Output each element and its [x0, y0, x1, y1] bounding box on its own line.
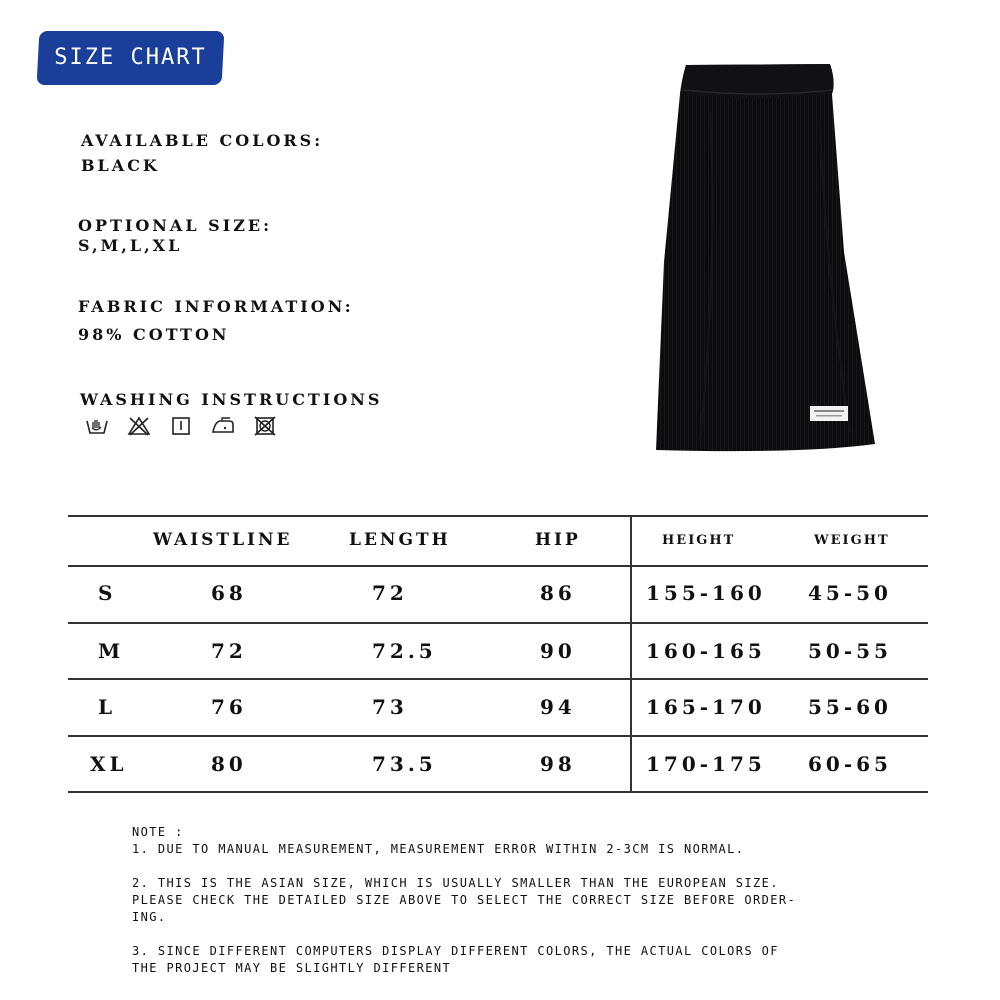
header-hip: HIP: [535, 530, 581, 550]
header-waistline: WAISTLINE: [153, 530, 293, 550]
weight-l: 55-60: [808, 695, 892, 719]
available-colors-value: BLACK: [81, 156, 160, 175]
height-m: 160-165: [646, 639, 766, 663]
length-s: 72: [372, 581, 408, 605]
size-s: S: [98, 581, 117, 605]
table-divider: [68, 791, 928, 793]
waist-s: 68: [211, 581, 247, 605]
size-chart-badge: [37, 31, 225, 85]
table-divider: [68, 622, 928, 624]
fabric-label: FABRIC INFORMATION:: [78, 297, 354, 316]
notes-section: [132, 824, 796, 977]
height-l: 165-170: [646, 695, 766, 719]
note-3-line-2: THE PROJECT MAY BE SLIGHTLY DIFFERENT: [132, 961, 452, 975]
washing-instructions-label: WASHING INSTRUCTIONS: [80, 390, 383, 409]
header-height: HEIGHT: [662, 533, 736, 548]
fabric-value: 98% COTTON: [78, 325, 230, 344]
header-weight: WEIGHT: [814, 533, 890, 548]
height-s: 155-160: [646, 581, 766, 605]
size-chart-title: SIZE CHART: [54, 45, 207, 70]
washing-icons: [84, 415, 278, 437]
hip-m: 90: [540, 639, 576, 663]
waist-xl: 80: [211, 752, 247, 776]
hip-xl: 98: [540, 752, 576, 776]
line-dry-icon: [168, 415, 194, 437]
note-2-line-1: 2. THIS IS THE ASIAN SIZE, WHICH IS USUALLY SMALLER THAN THE EUROPEAN SIZE.: [132, 876, 779, 890]
hand-wash-icon: [84, 415, 110, 437]
available-colors: [78, 133, 323, 174]
weight-xl: 60-65: [808, 752, 892, 776]
available-colors-label: AVAILABLE COLORS:: [81, 131, 324, 150]
do-not-tumble-dry-icon: [252, 415, 278, 437]
optional-size: [78, 218, 272, 254]
table-column-divider: [630, 515, 632, 792]
size-xl: XL: [90, 752, 128, 776]
table-divider: [68, 735, 928, 737]
notes-title: NOTE :: [132, 825, 184, 839]
header-length: LENGTH: [349, 530, 451, 550]
note-2-line-3: ING.: [132, 910, 167, 924]
size-m: M: [98, 639, 125, 663]
size-table: [68, 515, 928, 792]
optional-size-value: S,M,L,XL: [78, 236, 183, 255]
waist-l: 76: [211, 695, 247, 719]
hip-s: 86: [540, 581, 576, 605]
weight-m: 50-55: [808, 639, 892, 663]
length-xl: 73.5: [372, 752, 437, 776]
table-divider: [68, 515, 928, 517]
waist-m: 72: [211, 639, 247, 663]
table-divider: [68, 678, 928, 680]
size-l: L: [98, 695, 117, 719]
fabric-information: [78, 299, 354, 343]
optional-size-label: OPTIONAL SIZE:: [78, 216, 272, 235]
do-not-bleach-icon: [126, 415, 152, 437]
note-2-line-2: PLEASE CHECK THE DETAILED SIZE ABOVE TO SELECT THE CORRECT SIZE BEFORE ORDER-: [132, 893, 797, 907]
length-m: 72.5: [372, 639, 437, 663]
table-divider: [68, 565, 928, 567]
hip-l: 94: [540, 695, 576, 719]
length-l: 73: [372, 695, 408, 719]
height-xl: 170-175: [646, 752, 766, 776]
note-3-line-1: 3. SINCE DIFFERENT COMPUTERS DISPLAY DIFFERENT COLORS, THE ACTUAL COLORS OF: [132, 944, 779, 958]
black-skirt-image: [650, 62, 880, 457]
weight-s: 45-50: [808, 581, 892, 605]
iron-icon: [210, 415, 236, 437]
note-1: 1. DUE TO MANUAL MEASUREMENT, MEASUREMENT ERROR WITHIN 2-3CM IS NORMAL.: [132, 842, 745, 856]
